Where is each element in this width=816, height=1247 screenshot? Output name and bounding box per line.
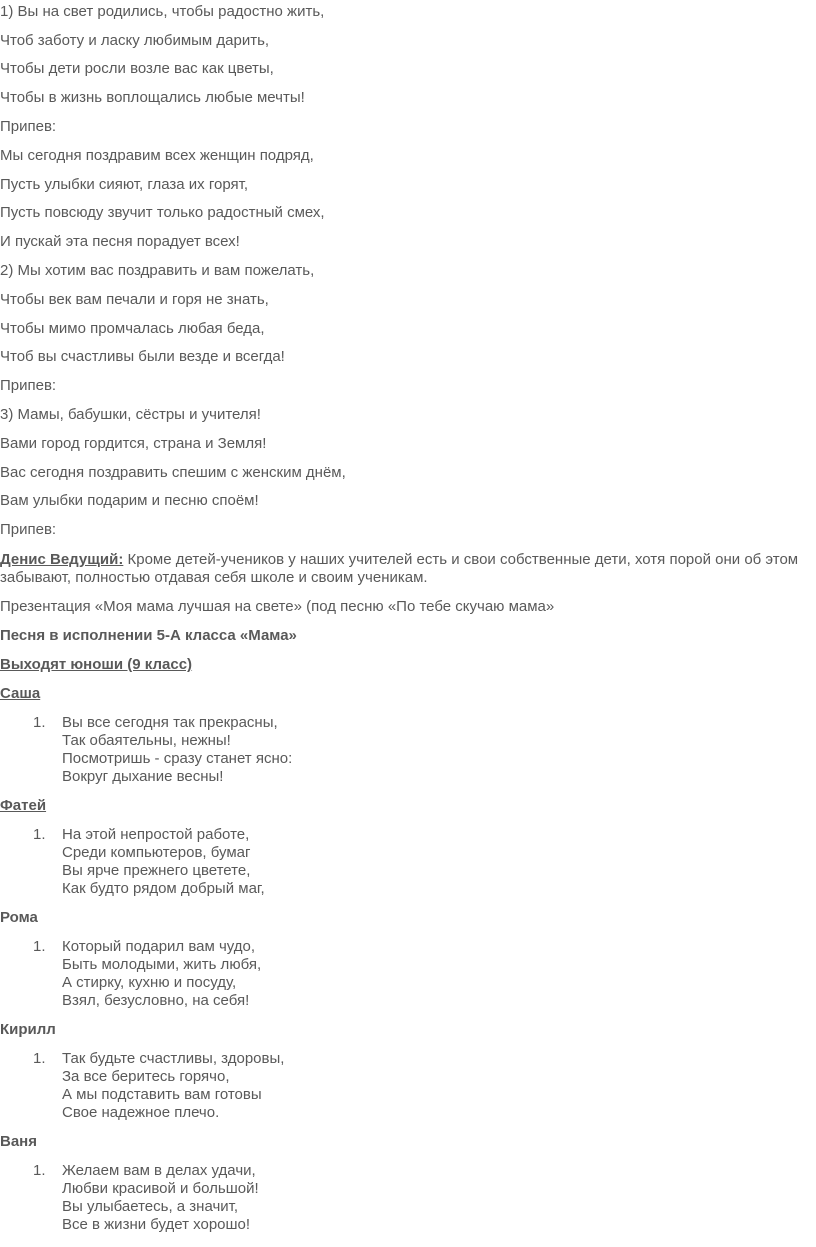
list-number: 1. — [33, 826, 46, 843]
chorus-label: Припев: — [0, 521, 57, 538]
song-line: Чтобы в жизнь воплощались любые мечты! — [0, 89, 305, 106]
song-line: Чтобы мимо промчалась любая беда, — [0, 320, 265, 337]
song-line: Вам улыбки подарим и песню споём! — [0, 492, 259, 509]
speaker-name: Фатей — [0, 797, 47, 814]
verse-line: А мы подставить вам готовы — [62, 1086, 262, 1103]
verse-line: Как будто рядом добрый маг, — [62, 880, 265, 897]
verse-line: Вы улыбаетесь, а значит, — [62, 1198, 239, 1215]
list-number: 1. — [33, 1162, 46, 1179]
chorus-label: Припев: — [0, 118, 57, 135]
host-text: Кроме детей-учеников у наших учителей есть и свои собственные дети, хотя порой они об этом забывают, полностью отдавая себя школе и своим ученикам. — [0, 551, 799, 586]
song-line: Пусть повсюду звучит только радостный смех, — [0, 204, 325, 221]
song-title: Песня в исполнении 5-А класса «Мама» — [0, 627, 297, 644]
verse-line: Среди компьютеров, бумаг — [62, 844, 251, 861]
verse-line: А стирку, кухню и посуду, — [62, 974, 237, 991]
verse-line: Так обаятельны, нежны! — [62, 732, 231, 749]
song-line: 3) Мамы, бабушки, сёстры и учителя! — [0, 406, 261, 423]
song-line: И пускай эта песня порадует всех! — [0, 233, 240, 250]
chorus-label: Припев: — [0, 377, 57, 394]
presentation-note: Презентация «Моя мама лучшая на свете» (под песню «По тебе скучаю мама» — [0, 598, 555, 615]
verse-line: Вокруг дыхание весны! — [62, 768, 224, 785]
song-line: Вас сегодня поздравить спешим с женским днём, — [0, 464, 346, 481]
verse-line: Вы ярче прежнего цветете, — [62, 862, 251, 879]
verse-line: Посмотришь - сразу станет ясно: — [62, 750, 293, 767]
verse-line: Все в жизни будет хорошо! — [62, 1216, 251, 1233]
verse-line: Свое надежное плечо. — [62, 1104, 220, 1121]
verse-line: Желаем вам в делах удачи, — [62, 1162, 256, 1179]
verse-line: Быть молодыми, жить любя, — [62, 956, 262, 973]
song-line: Вами город гордится, страна и Земля! — [0, 435, 267, 452]
verse-line: На этой непростой работе, — [62, 826, 250, 843]
song-line: Мы сегодня поздравим всех женщин подряд, — [0, 147, 314, 164]
song-line: Чтоб вы счастливы были везде и всегда! — [0, 348, 285, 365]
verse-line: За все беритесь горячо, — [62, 1068, 230, 1085]
host-name: Денис Ведущий: — [0, 551, 124, 568]
song-line: Чтобы век вам печали и горя не знать, — [0, 291, 269, 308]
verse-line: Так будьте счастливы, здоровы, — [62, 1050, 285, 1067]
speaker-name: Саша — [0, 685, 41, 702]
verse-line: Который подарил вам чудо, — [62, 938, 256, 955]
verse-line: Взял, безусловно, на себя! — [62, 992, 250, 1009]
list-number: 1. — [33, 714, 46, 731]
boys-exit-heading: Выходят юноши (9 класс) — [0, 656, 193, 673]
speaker-name: Кирилл — [0, 1021, 56, 1038]
song-line: Пусть улыбки сияют, глаза их горят, — [0, 176, 248, 193]
song-line: 1) Вы на свет родились, чтобы радостно жить, — [0, 3, 325, 20]
host-paragraph — [0, 551, 805, 587]
song-line: 2) Мы хотим вас поздравить и вам пожелать, — [0, 262, 315, 279]
song-line: Чтобы дети росли возле вас как цветы, — [0, 60, 274, 77]
list-number: 1. — [33, 1050, 46, 1067]
verse-line: Любви красивой и большой! — [62, 1180, 259, 1197]
list-number: 1. — [33, 938, 46, 955]
song-line: Чтоб заботу и ласку любимым дарить, — [0, 32, 270, 49]
verse-line: Вы все сегодня так прекрасны, — [62, 714, 278, 731]
speaker-name: Ваня — [0, 1133, 37, 1150]
speaker-name: Рома — [0, 909, 38, 926]
